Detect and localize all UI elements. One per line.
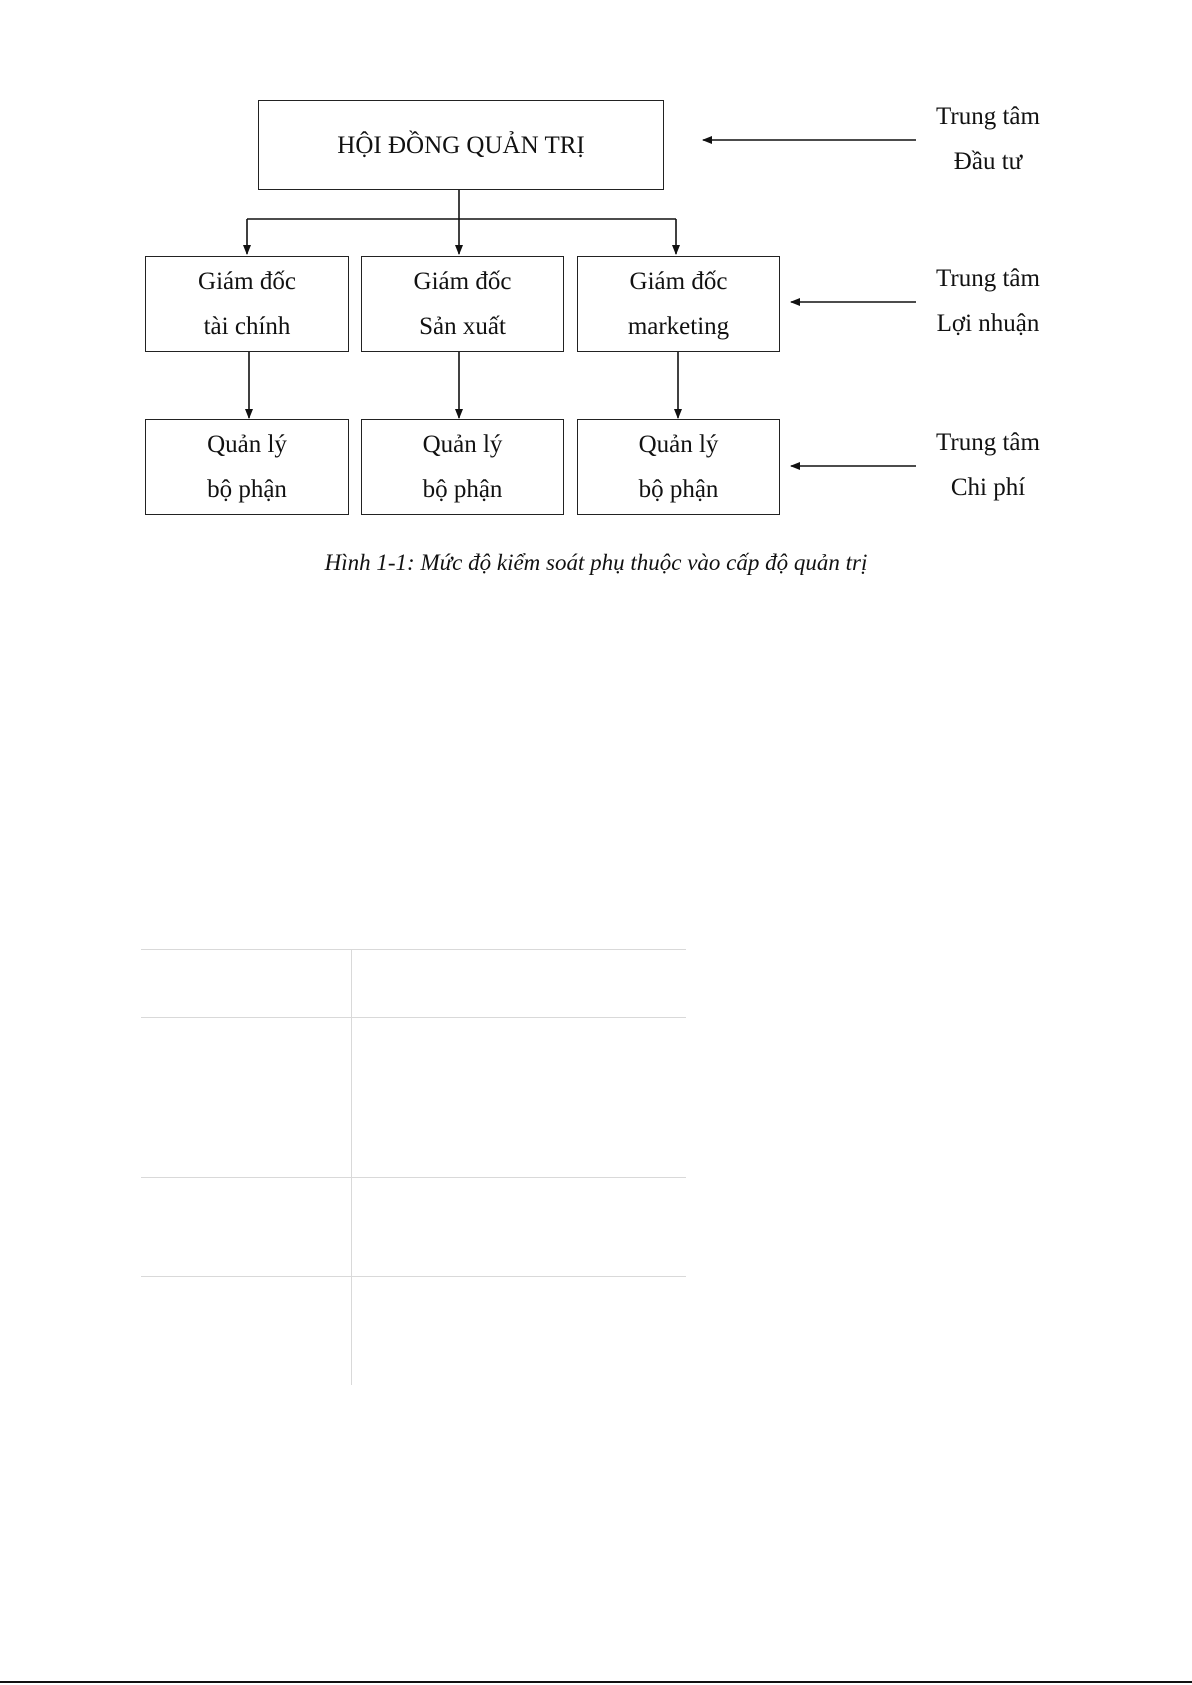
director-title: Giám đốc [198,268,296,295]
manager-box-finance [145,419,349,515]
page-bottom-rule [0,1681,1192,1683]
director-dept: Sản xuất [419,313,506,340]
investment-center-label [918,94,1058,184]
board-of-directors-label: HỘI ĐỒNG QUẢN TRỊ [337,131,585,159]
grid-line [141,1276,686,1277]
cost-center-label [918,420,1058,510]
center-line: Đầu tư [953,148,1023,175]
board-of-directors-box [258,100,664,190]
manager-dept: bộ phận [207,476,287,503]
manager-title: Quản lý [422,431,503,458]
manager-title: Quản lý [638,431,719,458]
director-box-finance [145,256,349,352]
director-dept: tài chính [203,313,291,340]
director-title: Giám đốc [629,268,728,295]
grid-line [141,1177,686,1178]
manager-title: Quản lý [207,431,287,458]
profit-center-label [918,256,1058,346]
center-line: Trung tâm [936,265,1040,292]
grid-line [351,949,352,1385]
director-box-marketing [577,256,780,352]
center-line: Trung tâm [936,429,1040,456]
grid-line [141,1017,686,1018]
manager-box-marketing [577,419,780,515]
manager-dept: bộ phận [422,476,503,503]
grid-line [141,949,686,950]
center-line: Trung tâm [936,103,1040,130]
center-line: Lợi nhuận [936,310,1040,337]
center-line: Chi phí [950,474,1026,501]
director-title: Giám đốc [413,268,512,295]
manager-dept: bộ phận [638,476,719,503]
director-dept: marketing [627,313,730,340]
figure-caption: Hình 1-1: Mức độ kiểm soát phụ thuộc vào cấp độ quản trị [324,550,868,575]
manager-box-production [361,419,564,515]
director-box-production [361,256,564,352]
